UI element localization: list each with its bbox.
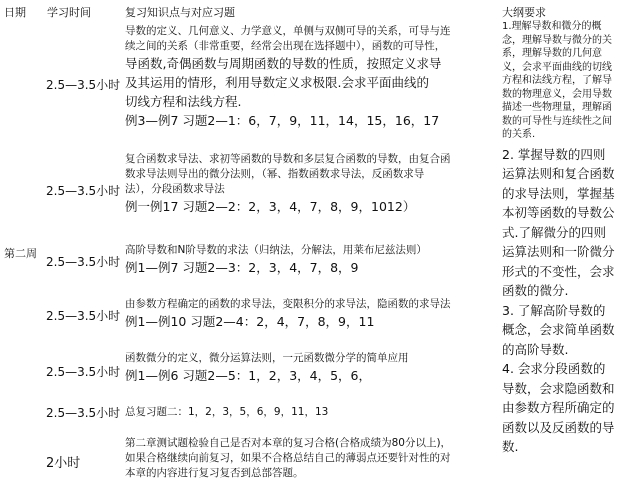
req-large-line: 函数以及反函数的导 [502, 419, 615, 435]
header-date: 日期 [4, 6, 26, 19]
row-2-line-4: 例一例17 习题2—2：2，3，4，7，8，9，1012） [125, 199, 416, 214]
req-small-line: 1.理解导数和微分的概 [502, 21, 602, 32]
row-2-line-1: 复合函数求导法、求初等函数的导数和多层复合函数的导数，由复合函 [125, 153, 451, 165]
row-1-line-4: 及其运用的情形，利用导数定义求极限.会求平面曲线的 [125, 75, 429, 90]
row-3-time: 2.5—3.5小时 [46, 255, 121, 269]
row-5-time: 2.5—3.5小时 [46, 365, 121, 379]
row-1-time: 2.5—3.5小时 [46, 78, 121, 92]
req-small-line: 系，理解导数的几何意 [502, 48, 602, 59]
row-7-line-2: 如果合格继续向前复习，如果不合格总结自己的薄弱点还要针对性的对 [125, 452, 451, 464]
requirements-items-2-4 [502, 145, 639, 457]
row-2-content [125, 152, 497, 216]
req-large-line: 2. 掌握导数的四则 [502, 146, 606, 162]
row-7-line-1: 第二章测试题检验自己是否对本章的复习合格(合格成绩为80分以上)， [125, 437, 452, 449]
row-4-time: 2.5—3.5小时 [46, 309, 121, 323]
row-4-content [125, 297, 497, 331]
req-large-line: 的高阶导数. [502, 341, 569, 357]
req-small-line: 方程和法线方程，了解导 [502, 75, 612, 86]
row-7-time: 2小时 [46, 456, 81, 471]
header-study-time: 学习时间 [47, 6, 91, 19]
req-small-line: 的关系. [502, 129, 536, 140]
req-large-line: 导数，会求隐函数和 [502, 380, 615, 396]
row-4-line-1: 由参数方程确定的函数的求导法，变限积分的求导法，隐函数的求导法 [125, 298, 451, 310]
req-large-line: 运算法则和复合函数 [502, 166, 615, 181]
row-3-content [125, 243, 497, 277]
req-small-line: 义，会求平面曲线的切线 [502, 61, 612, 73]
requirements-column [502, 20, 639, 457]
requirements-item-1 [502, 20, 639, 142]
row-4-line-2: 例1—例10 习题2—4：2，4，7，8，9，11 [125, 314, 375, 329]
req-small-line: 数的可导性与连续性之间 [502, 115, 612, 127]
week-label: 第二周 [4, 247, 37, 260]
row-1-line-5: 切线方程和法线方程. [125, 94, 242, 109]
row-1-content [125, 24, 497, 130]
row-1-line-3: 导函数,奇偶函数与周期函数的导数的性质，按照定义求导 [125, 56, 442, 71]
row-1-line-2: 续之间的关系（非常重要，经常会出现在选择题中），函数的可导性， [125, 40, 446, 52]
row-7-content [125, 436, 497, 481]
row-6-content [125, 405, 497, 420]
req-small-line: 念，理解导数与微分的关 [502, 34, 612, 46]
req-large-line: 式.了解微分的四则 [502, 224, 606, 240]
req-large-line: 函数的微分. [502, 283, 569, 298]
header-requirements: 大纲要求 [502, 6, 546, 19]
row-3-line-2: 例1—例7 习题2—3：2，3，4，7，8，9 [125, 260, 359, 275]
row-2-line-2: 数求导法则导出的微分法则，（幂、指数函数求导法，反函数求导 [125, 168, 425, 180]
req-large-line: 的求导法则，掌握基 [502, 185, 615, 201]
req-large-line: 3. 了解高阶导数的 [502, 302, 606, 318]
req-large-line: 概念，会求简单函数 [502, 322, 615, 337]
row-5-line-2: 例1—例6 习题2—5：1，2，3，4，5，6， [125, 368, 372, 383]
req-small-line: 数的物理意义，会用导数 [502, 88, 612, 100]
row-3-line-1: 高阶导数和N阶导数的求法（归纳法，分解法，用莱布尼兹法则） [125, 244, 427, 256]
row-5-content [125, 351, 497, 385]
req-large-line: 由参数方程所确定的 [502, 400, 615, 415]
req-large-line: 4. 会求分段函数的 [502, 361, 606, 376]
req-large-line: 数. [502, 439, 519, 454]
row-7-line-3: 本章的内容进行复习复否到总部答题。 [125, 467, 304, 479]
req-large-line: 本初等函数的导数公 [502, 205, 615, 220]
row-2-line-3: 法），分段函数求导法 [125, 183, 225, 195]
req-small-line: 描述一些物理量，理解函 [502, 102, 612, 113]
header-content: 复习知识点与对应习题 [125, 6, 235, 19]
row-1-line-1: 导数的定义、几何意义、力学意义，单侧与双侧可导的关系，可导与连 [125, 25, 451, 37]
row-6-line-1: 总复习题二：1，2，3，5，6，9，11，13 [125, 406, 329, 418]
row-5-line-1: 函数微分的定义，微分运算法则，一元函数微分学的简单应用 [125, 352, 409, 364]
row-2-time: 2.5—3.5小时 [46, 184, 121, 198]
req-large-line: 运算法则和一阶微分 [502, 244, 615, 259]
req-large-line: 形式的不变性，会求 [502, 263, 615, 279]
row-6-time: 2.5—3.5小时 [46, 406, 121, 420]
row-1-line-6: 例3—例7 习题2—1：6，7，9，11，14，15，16，17 [125, 113, 440, 128]
